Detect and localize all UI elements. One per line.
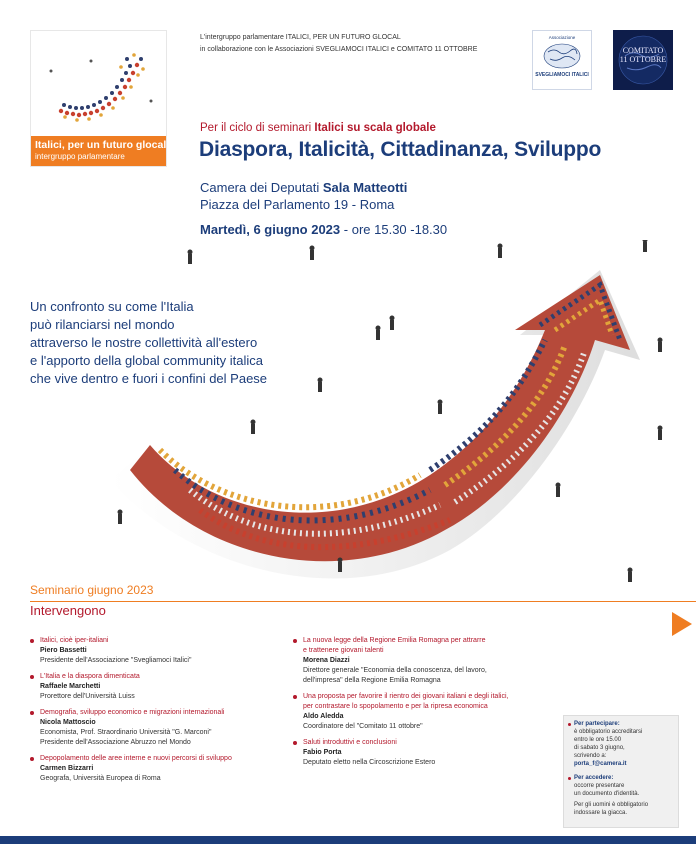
speaker-name: Aldo Aledda (303, 713, 344, 720)
speaker-name: Fabio Porta (303, 749, 342, 756)
description-line: e l'apporto della global community italica (30, 353, 263, 368)
arrow-triangle-icon (672, 612, 692, 636)
speaker-topic: Demografia, sviluppo economico e migrazioni internazionali (40, 709, 225, 716)
logo-title: Italici, per un futuro glocal (35, 139, 167, 151)
bullet-icon (30, 711, 34, 715)
dress-code-text: Per gli uomini è obbligatorio indossare la giacca. (574, 802, 649, 816)
speakers-left-column (30, 636, 285, 790)
speakers-heading: Intervengono (30, 603, 106, 618)
header-line-2: in collaborazione con le Associazioni SVEGLIAMOCI ITALICI e COMITATO 11 OTTOBRE (200, 46, 478, 53)
speaker-topic: La nuova legge della Regione Emilia Romagna per attrarre e trattenere giovani talenti (303, 637, 486, 654)
participate-label: Per partecipare: (574, 720, 673, 728)
comitato-logo-line1: COMITATO (622, 46, 664, 55)
header-text (200, 32, 477, 56)
bullet-icon (293, 741, 297, 745)
speaker-role: Presidente dell'Associazione "Svegliamoci Italici" (40, 657, 192, 664)
svegliamoci-italici-logo (532, 30, 592, 90)
venue-room: Sala Matteotti (322, 180, 408, 195)
header-line-1: L'intergruppo parlamentare ITALICI, PER UN FUTURO GLOCAL (200, 34, 401, 41)
event-description (30, 298, 360, 388)
access-text: occorre presentare un documento d'identità. (574, 783, 640, 797)
speaker-role: Coordinatore del "Comitato 11 ottobre" (303, 723, 423, 730)
section-divider (30, 601, 696, 602)
speaker-role: Economista, Prof. Straordinario Università "G. Marconi" Presidente dell'Associazione Abruzzo nel Mondo (40, 729, 212, 746)
bullet-icon (30, 757, 34, 761)
description-line: che vive dentro e fuori i confini del Paese (30, 371, 268, 386)
event-date: Martedì, 6 giugno 2023 (200, 222, 341, 237)
speaker-item (30, 754, 285, 784)
access-label: Per accedere: (574, 774, 673, 782)
logo-subtitle: intergruppo parlamentare (35, 152, 125, 161)
crowd-arrow-logo-icon (31, 31, 167, 138)
speaker-role: Geografa, Università Europea di Roma (40, 775, 161, 782)
speaker-topic: Una proposta per favorire il rientro dei giovani italiani e degli italici, per contrastare lo spopolamento e per la ripresa economica (303, 693, 509, 710)
comitato-11-ottobre-logo (613, 30, 673, 90)
crowd-arrow-illustration (0, 240, 696, 620)
speaker-role: Deputato eletto nella Circoscrizione Estero (303, 759, 436, 766)
event-datetime (200, 222, 447, 237)
speaker-topic: Italici, cioè iper-italiani (40, 637, 109, 644)
speaker-name: Raffaele Marchetti (40, 683, 101, 690)
description-line: Un confronto su come l'Italia (30, 299, 194, 314)
speaker-name: Carmen Bizzarri (40, 765, 94, 772)
cycle-prefix: Per il ciclo di seminari (200, 122, 312, 134)
participate-text: è obbligatorio accreditarsi entro le ore 15.00 di sabato 3 giugno, scrivendo a: (574, 729, 643, 759)
speaker-role: Direttore generale "Economia della conoscenza, del lavoro, dell'impresa" della Regione Emilia Romagna (303, 667, 487, 684)
speaker-item (293, 636, 558, 686)
bullet-icon (293, 639, 297, 643)
bullet-icon (30, 639, 34, 643)
logo-banner (31, 136, 166, 166)
seminar-label: Seminario giugno 2023 (30, 583, 154, 597)
event-time: - ore 15.30 -18.30 (343, 222, 448, 237)
speaker-role: Prorettore dell'Università Luiss (40, 693, 135, 700)
footer-bar (0, 836, 696, 844)
intergruppo-logo (30, 30, 167, 167)
venue-prefix: Camera dei Deputati (200, 180, 320, 195)
venue-address: Piazza del Parlamento 19 - Roma (200, 197, 395, 212)
participation-info-box (563, 715, 679, 828)
seminar-cycle (200, 122, 436, 134)
speaker-item (293, 738, 558, 768)
speakers-right-column (293, 636, 558, 774)
speaker-item (293, 692, 558, 732)
speaker-name: Morena Diazzi (303, 657, 350, 664)
speaker-topic: Depopolamento delle aree interne e nuovi percorsi di sviluppo (40, 755, 232, 762)
speaker-topic: Saluti introduttivi e conclusioni (303, 739, 397, 746)
cycle-name: Italici su scala globale (314, 122, 436, 134)
svegliamoci-logo-top: Associazione (548, 35, 576, 40)
contact-email[interactable]: porta_f@camera.it (574, 761, 627, 767)
event-title: Diaspora, Italicità, Cittadinanza, Sviluppo (199, 138, 602, 161)
speaker-item (30, 636, 285, 666)
speaker-item (30, 672, 285, 702)
bullet-icon (30, 675, 34, 679)
speaker-topic: L'Italia e la diaspora dimenticata (40, 673, 140, 680)
speaker-item (30, 708, 285, 748)
venue (200, 180, 407, 195)
speaker-name: Piero Bassetti (40, 647, 87, 654)
description-line: può rilanciarsi nel mondo (30, 317, 175, 332)
globe-icon (542, 42, 582, 70)
comitato-logo-line2: 11 OTTOBRE (619, 55, 667, 64)
description-line: attraverso le nostre collettività all'estero (30, 335, 258, 350)
bullet-icon (293, 695, 297, 699)
svegliamoci-logo-name: SVEGLIAMOCI ITALICI (535, 72, 589, 78)
speaker-name: Nicola Mattoscio (40, 719, 96, 726)
